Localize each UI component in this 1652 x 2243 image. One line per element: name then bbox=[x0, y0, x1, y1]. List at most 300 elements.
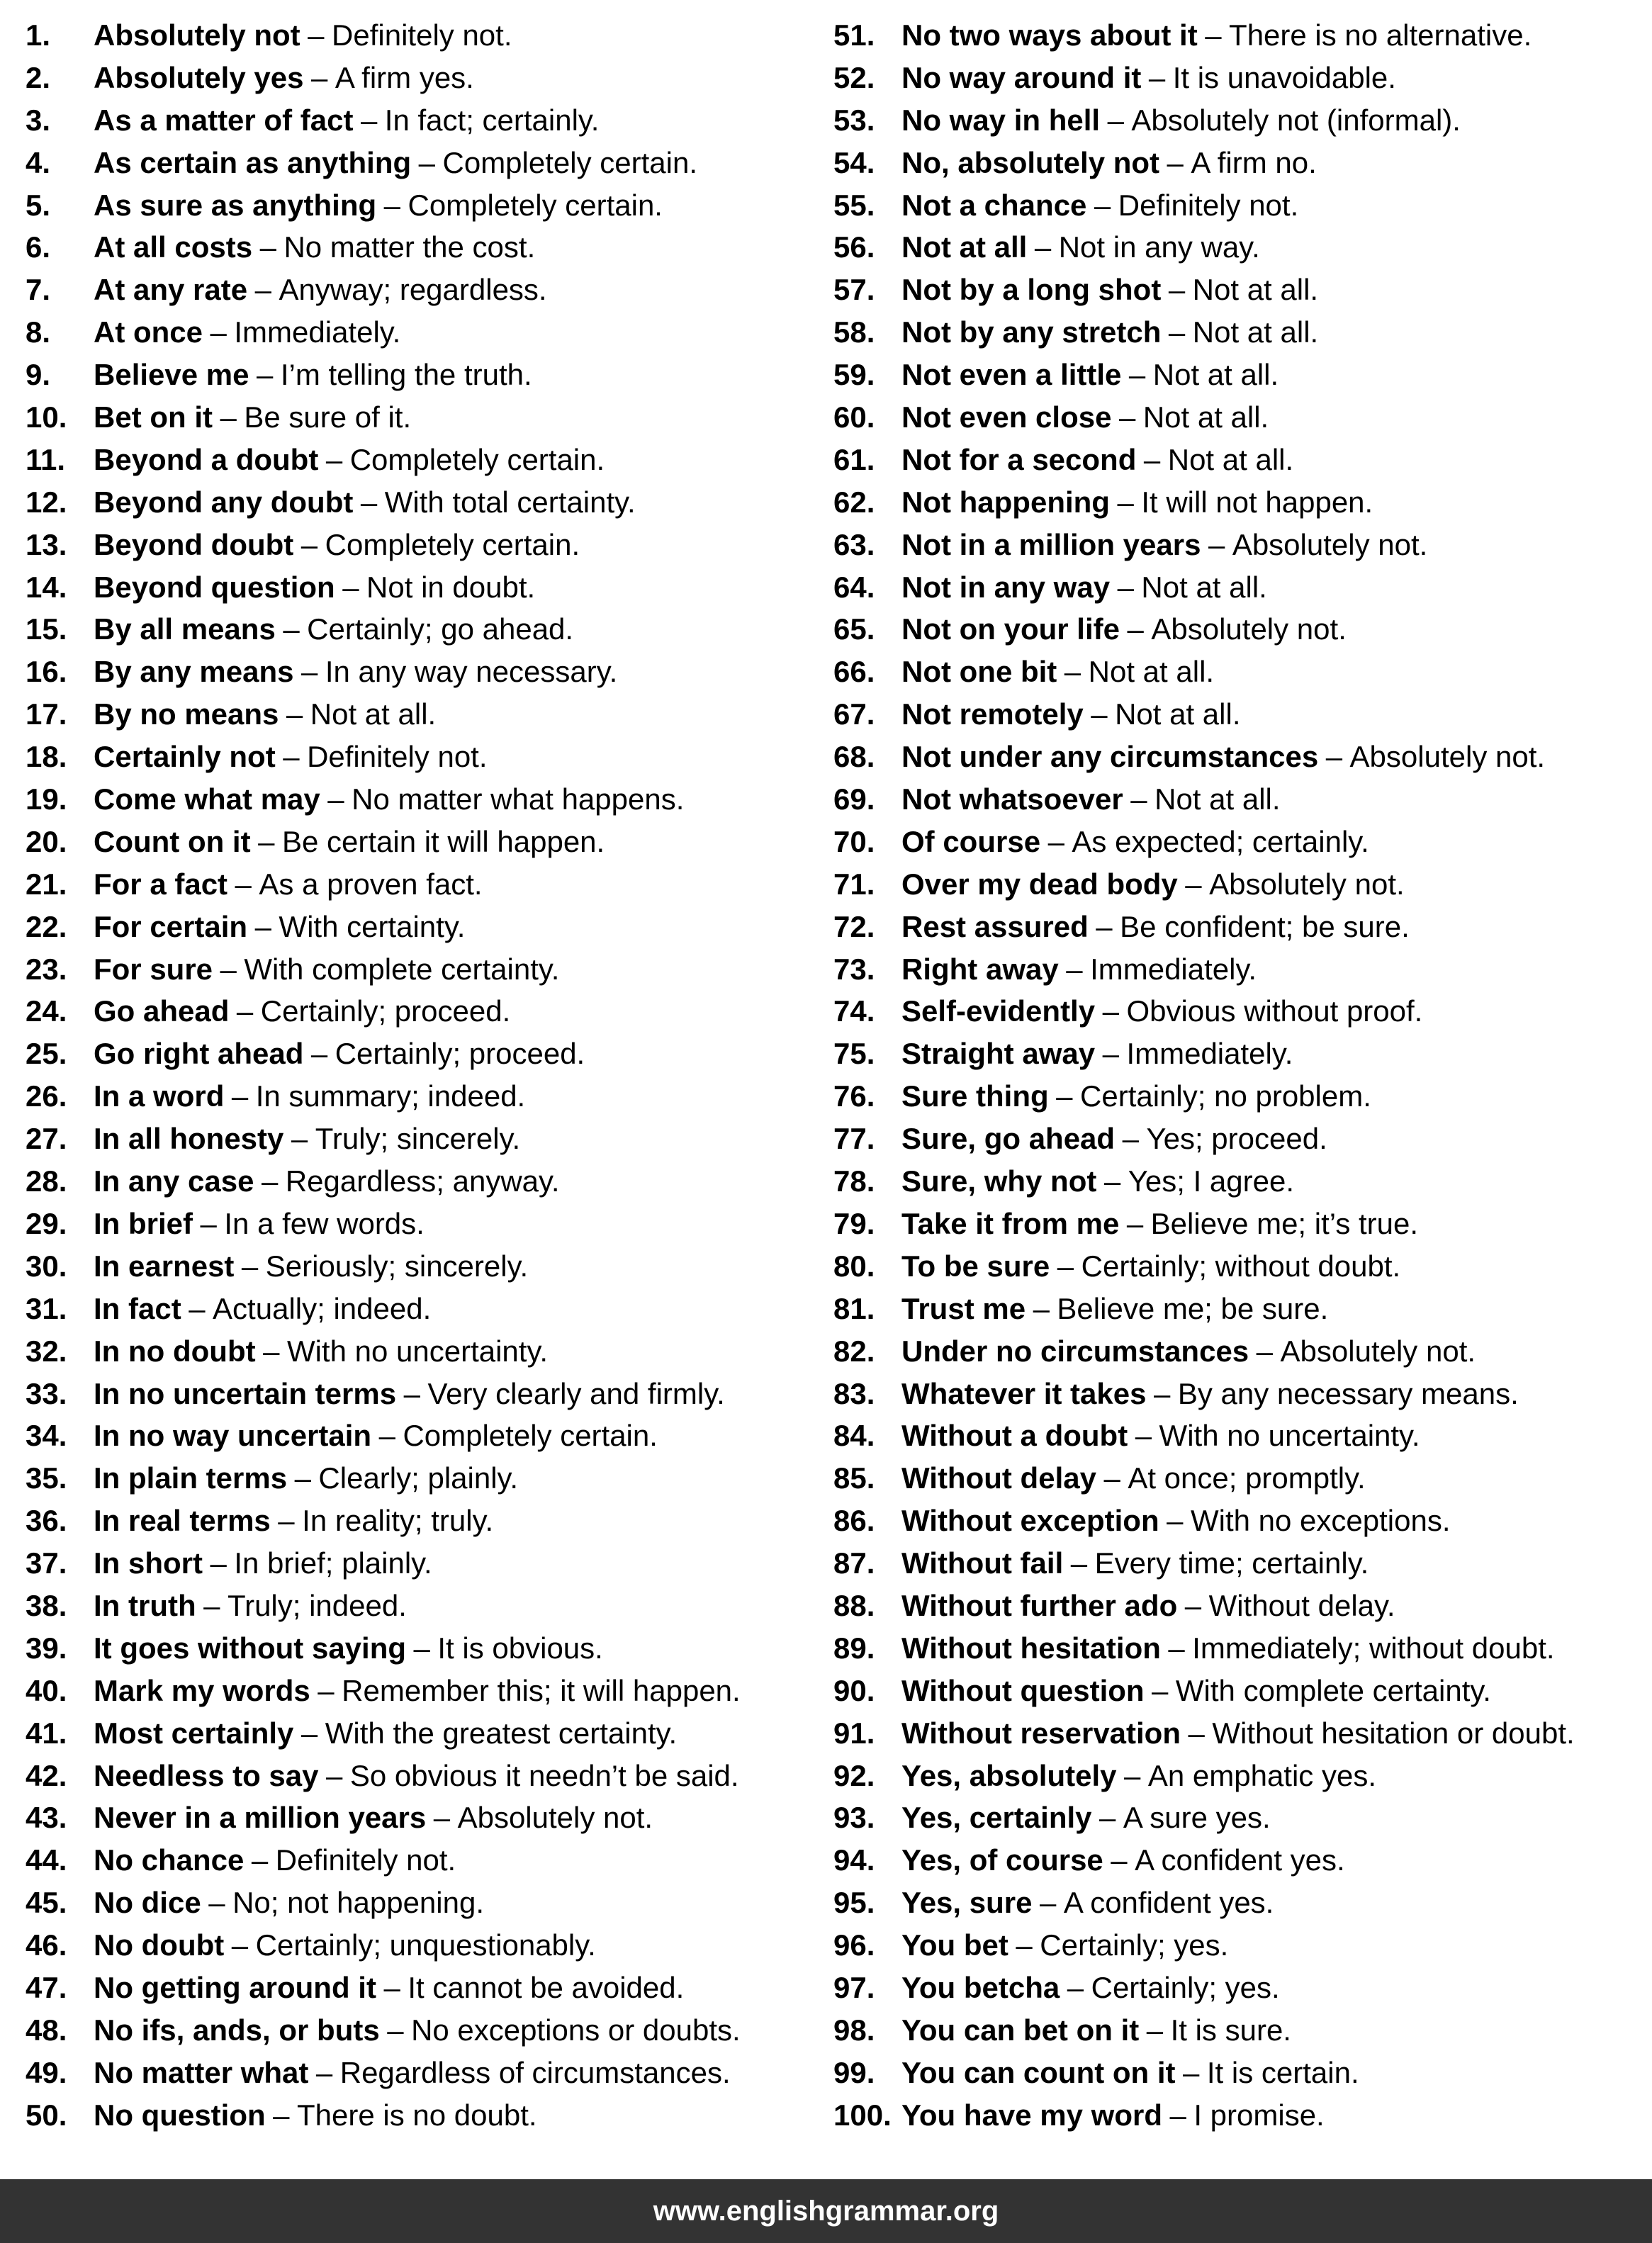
item-number: 74. bbox=[833, 994, 875, 1028]
item-term: For a fact bbox=[94, 867, 228, 901]
item-separator: – bbox=[256, 358, 274, 392]
item-term: No way around it bbox=[901, 60, 1142, 94]
item-term: You betcha bbox=[901, 1970, 1060, 2004]
item-separator: – bbox=[208, 1886, 225, 1920]
list-item bbox=[833, 1670, 1641, 1712]
item-term: No two ways about it bbox=[901, 18, 1198, 52]
item-number: 36. bbox=[26, 1504, 67, 1538]
list-item bbox=[833, 1839, 1641, 1882]
item-number: 48. bbox=[26, 2013, 67, 2047]
item-term: No way in hell bbox=[901, 103, 1101, 137]
item-number: 26. bbox=[26, 1079, 67, 1113]
list-item bbox=[833, 1245, 1641, 1288]
list-item bbox=[833, 481, 1641, 524]
item-number: 31. bbox=[26, 1291, 67, 1325]
item-number: 55. bbox=[833, 188, 875, 222]
item-term: Sure, why not bbox=[901, 1164, 1097, 1198]
item-term: Of course bbox=[901, 824, 1041, 858]
item-number: 29. bbox=[26, 1206, 67, 1240]
list-item bbox=[26, 948, 805, 991]
list-item bbox=[833, 1118, 1641, 1160]
item-term: Count on it bbox=[94, 824, 251, 858]
item-term: At once bbox=[94, 315, 203, 349]
item-separator: – bbox=[1185, 867, 1202, 901]
list-item bbox=[833, 1415, 1641, 1457]
list-item bbox=[833, 1500, 1641, 1542]
item-number: 100. bbox=[833, 2098, 892, 2132]
item-separator: – bbox=[1205, 18, 1222, 52]
item-number: 6. bbox=[26, 230, 51, 264]
item-separator: – bbox=[318, 1673, 335, 1707]
item-number: 32. bbox=[26, 1334, 67, 1368]
item-number: 63. bbox=[833, 527, 875, 561]
item-number: 52. bbox=[833, 60, 875, 94]
item-number: 95. bbox=[833, 1886, 875, 1920]
item-term: Bet on it bbox=[94, 400, 213, 434]
item-separator: – bbox=[1122, 1122, 1139, 1156]
item-term: At any rate bbox=[94, 273, 248, 307]
item-number: 53. bbox=[833, 103, 875, 137]
item-separator: – bbox=[378, 1419, 395, 1453]
list-item bbox=[26, 1839, 805, 1882]
item-definition: With complete certainty. bbox=[1175, 1673, 1491, 1707]
item-number: 96. bbox=[833, 1928, 875, 1962]
list-item bbox=[833, 1373, 1641, 1415]
item-definition: At once; promptly. bbox=[1128, 1461, 1366, 1495]
item-number: 91. bbox=[833, 1716, 875, 1750]
item-separator: – bbox=[383, 188, 400, 222]
item-definition: Be sure of it. bbox=[244, 400, 412, 434]
item-number: 77. bbox=[833, 1122, 875, 1156]
item-definition: Not at all. bbox=[310, 697, 437, 731]
item-number: 71. bbox=[833, 867, 875, 901]
item-number: 97. bbox=[833, 1970, 875, 2004]
item-term: For certain bbox=[94, 909, 248, 943]
list-item bbox=[833, 651, 1641, 693]
item-separator: – bbox=[308, 18, 325, 52]
list-item bbox=[833, 608, 1641, 651]
item-number: 19. bbox=[26, 782, 67, 816]
item-separator: – bbox=[1117, 485, 1134, 519]
item-separator: – bbox=[418, 145, 435, 179]
item-term: Without further ado bbox=[901, 1588, 1178, 1622]
item-term: In truth bbox=[94, 1588, 196, 1622]
item-definition: I’m telling the truth. bbox=[280, 358, 532, 392]
item-term: Sure thing bbox=[901, 1079, 1049, 1113]
item-number: 18. bbox=[26, 740, 67, 774]
item-number: 17. bbox=[26, 697, 67, 731]
item-number: 12. bbox=[26, 485, 67, 519]
item-definition: Completely certain. bbox=[408, 188, 663, 222]
item-number: 7. bbox=[26, 273, 51, 307]
item-separator: – bbox=[1256, 1334, 1274, 1368]
item-term: Absolutely yes bbox=[94, 60, 304, 94]
item-definition: Remember this; it will happen. bbox=[342, 1673, 741, 1707]
item-definition: Not at all. bbox=[1192, 273, 1319, 307]
item-definition: Regardless of circumstances. bbox=[339, 2055, 731, 2089]
list-item bbox=[833, 396, 1641, 439]
item-definition: In any way necessary. bbox=[325, 655, 618, 689]
item-separator: – bbox=[325, 442, 343, 476]
item-number: 76. bbox=[833, 1079, 875, 1113]
item-separator: – bbox=[286, 697, 303, 731]
list-item bbox=[833, 736, 1641, 778]
item-term: Not happening bbox=[901, 485, 1110, 519]
item-separator: – bbox=[210, 315, 227, 349]
item-number: 70. bbox=[833, 824, 875, 858]
item-definition: Not at all. bbox=[1115, 697, 1241, 731]
list-item bbox=[833, 311, 1641, 354]
item-separator: – bbox=[413, 1631, 430, 1665]
list-item bbox=[833, 948, 1641, 991]
item-definition: Without delay. bbox=[1208, 1588, 1395, 1622]
item-definition: It is obvious. bbox=[437, 1631, 603, 1665]
item-separator: – bbox=[342, 570, 359, 604]
item-separator: – bbox=[278, 1504, 295, 1538]
item-definition: It is sure. bbox=[1170, 2013, 1291, 2047]
item-definition: In brief; plainly. bbox=[234, 1546, 432, 1580]
item-term: In any case bbox=[94, 1164, 254, 1198]
item-number: 1. bbox=[26, 18, 51, 52]
item-definition: Immediately. bbox=[1090, 952, 1257, 986]
item-term: Go ahead bbox=[94, 994, 230, 1028]
item-number: 81. bbox=[833, 1291, 875, 1325]
item-term: In short bbox=[94, 1546, 203, 1580]
item-number: 85. bbox=[833, 1461, 875, 1495]
item-definition: Absolutely not. bbox=[1349, 740, 1546, 774]
item-number: 30. bbox=[26, 1249, 67, 1283]
item-definition: Not at all. bbox=[1152, 358, 1279, 392]
item-number: 75. bbox=[833, 1037, 875, 1071]
list-item bbox=[26, 396, 805, 439]
item-definition: With the greatest certainty. bbox=[325, 1716, 678, 1750]
list-item bbox=[833, 14, 1641, 57]
item-separator: – bbox=[1325, 740, 1343, 774]
list-item bbox=[833, 1457, 1641, 1500]
item-term: Needless to say bbox=[94, 1758, 319, 1792]
item-number: 80. bbox=[833, 1249, 875, 1283]
item-definition: Obvious without proof. bbox=[1126, 994, 1423, 1028]
item-definition: Yes; I agree. bbox=[1128, 1164, 1294, 1198]
item-separator: – bbox=[433, 1801, 451, 1835]
item-definition: Definitely not. bbox=[1118, 188, 1299, 222]
list-item bbox=[26, 693, 805, 736]
item-number: 59. bbox=[833, 358, 875, 392]
item-definition: Be confident; be sure. bbox=[1120, 909, 1410, 943]
item-term: In no doubt bbox=[94, 1334, 256, 1368]
item-separator: – bbox=[294, 1461, 311, 1495]
item-term: You can count on it bbox=[901, 2055, 1176, 2089]
footer-website[interactable]: www.englishgrammar.org bbox=[653, 2196, 999, 2227]
phrase-list-right-column bbox=[833, 14, 1641, 2137]
item-number: 24. bbox=[26, 994, 67, 1028]
list-item bbox=[26, 778, 805, 821]
item-definition: Be certain it will happen. bbox=[281, 824, 605, 858]
item-number: 23. bbox=[26, 952, 67, 986]
item-number: 89. bbox=[833, 1631, 875, 1665]
item-definition: Not at all. bbox=[1141, 570, 1267, 604]
item-definition: A firm yes. bbox=[335, 60, 474, 94]
item-number: 42. bbox=[26, 1758, 67, 1792]
item-definition: Certainly; no problem. bbox=[1080, 1079, 1371, 1113]
item-separator: – bbox=[1102, 1037, 1119, 1071]
item-separator: – bbox=[300, 1716, 318, 1750]
list-item bbox=[833, 1203, 1641, 1245]
item-separator: – bbox=[1099, 1801, 1116, 1835]
list-item bbox=[26, 1160, 805, 1203]
item-separator: – bbox=[1111, 1843, 1128, 1877]
item-number: 20. bbox=[26, 824, 67, 858]
item-definition: Actually; indeed. bbox=[213, 1291, 432, 1325]
item-separator: – bbox=[1016, 1928, 1033, 1962]
list-item bbox=[26, 481, 805, 524]
item-separator: – bbox=[1148, 60, 1166, 94]
item-definition: Absolutely not. bbox=[1209, 867, 1405, 901]
list-item bbox=[26, 1118, 805, 1160]
item-number: 87. bbox=[833, 1546, 875, 1580]
item-definition: Not at all. bbox=[1167, 442, 1294, 476]
item-term: In brief bbox=[94, 1206, 193, 1240]
item-number: 16. bbox=[26, 655, 67, 689]
list-item bbox=[26, 1288, 805, 1330]
item-term: Yes, certainly bbox=[901, 1801, 1092, 1835]
item-number: 49. bbox=[26, 2055, 67, 2089]
item-term: Without question bbox=[901, 1673, 1145, 1707]
item-term: Never in a million years bbox=[94, 1801, 427, 1835]
item-number: 58. bbox=[833, 315, 875, 349]
item-separator: – bbox=[326, 1758, 343, 1792]
list-item bbox=[26, 439, 805, 481]
item-term: Trust me bbox=[901, 1291, 1026, 1325]
list-item bbox=[833, 566, 1641, 609]
item-separator: – bbox=[1123, 1758, 1141, 1792]
item-term: Straight away bbox=[901, 1037, 1096, 1071]
item-term: Not whatsoever bbox=[901, 782, 1123, 816]
item-separator: – bbox=[236, 994, 254, 1028]
item-definition: Completely certain. bbox=[349, 442, 605, 476]
item-number: 11. bbox=[26, 442, 66, 476]
list-item bbox=[833, 1797, 1641, 1839]
list-item bbox=[26, 1924, 805, 1967]
item-term: To be sure bbox=[901, 1249, 1050, 1283]
list-item bbox=[26, 311, 805, 354]
item-number: 13. bbox=[26, 527, 67, 561]
list-item bbox=[26, 1882, 805, 1924]
item-term: Without reservation bbox=[901, 1716, 1181, 1750]
item-definition: Certainly; yes. bbox=[1040, 1928, 1229, 1962]
item-definition: In a few words. bbox=[224, 1206, 425, 1240]
item-separator: – bbox=[1208, 527, 1225, 561]
list-item bbox=[833, 354, 1641, 396]
item-definition: No matter what happens. bbox=[352, 782, 685, 816]
list-item bbox=[833, 2009, 1641, 2052]
list-item bbox=[833, 1755, 1641, 1797]
item-term: Certainly not bbox=[94, 740, 276, 774]
list-item bbox=[26, 2094, 805, 2137]
item-separator: – bbox=[189, 1291, 206, 1325]
footer-bar bbox=[0, 2179, 1652, 2243]
item-definition: Believe me; it’s true. bbox=[1150, 1206, 1419, 1240]
item-definition: Completely certain. bbox=[442, 145, 697, 179]
list-item bbox=[26, 14, 805, 57]
item-number: 90. bbox=[833, 1673, 875, 1707]
item-number: 33. bbox=[26, 1376, 67, 1410]
item-separator: – bbox=[310, 1037, 328, 1071]
item-number: 35. bbox=[26, 1461, 67, 1495]
item-separator: – bbox=[327, 782, 344, 816]
item-number: 2. bbox=[26, 60, 51, 94]
item-term: No ifs, ands, or buts bbox=[94, 2013, 380, 2047]
item-separator: – bbox=[1102, 994, 1119, 1028]
item-separator: – bbox=[1070, 1546, 1088, 1580]
item-number: 4. bbox=[26, 145, 51, 179]
item-number: 22. bbox=[26, 909, 67, 943]
item-separator: – bbox=[360, 103, 378, 137]
list-item bbox=[26, 1415, 805, 1457]
list-item bbox=[26, 1967, 805, 2009]
item-term: Under no circumstances bbox=[901, 1334, 1249, 1368]
item-definition: Immediately. bbox=[1126, 1037, 1293, 1071]
item-separator: – bbox=[1167, 1504, 1184, 1538]
item-term: In no uncertain terms bbox=[94, 1376, 397, 1410]
item-number: 99. bbox=[833, 2055, 875, 2089]
item-number: 93. bbox=[833, 1801, 875, 1835]
item-number: 9. bbox=[26, 358, 51, 392]
item-term: Yes, absolutely bbox=[901, 1758, 1117, 1792]
item-definition: Not at all. bbox=[1142, 400, 1269, 434]
item-term: No matter what bbox=[94, 2055, 309, 2089]
item-definition: Certainly; proceed. bbox=[335, 1037, 585, 1071]
item-term: No getting around it bbox=[94, 1970, 376, 2004]
item-definition: Certainly; unquestionably. bbox=[255, 1928, 596, 1962]
item-number: 50. bbox=[26, 2098, 67, 2132]
item-separator: – bbox=[1034, 230, 1052, 264]
item-term: Not under any circumstances bbox=[901, 740, 1319, 774]
item-definition: Truly; sincerely. bbox=[315, 1122, 521, 1156]
list-item bbox=[833, 1033, 1641, 1075]
item-separator: – bbox=[1135, 1419, 1152, 1453]
list-item bbox=[833, 1542, 1641, 1585]
item-definition: Truly; indeed. bbox=[227, 1588, 407, 1622]
item-definition: With no uncertainty. bbox=[1159, 1419, 1420, 1453]
item-definition: In reality; truly. bbox=[302, 1504, 494, 1538]
item-number: 21. bbox=[26, 867, 67, 901]
item-number: 28. bbox=[26, 1164, 67, 1198]
item-definition: There is no doubt. bbox=[297, 2098, 537, 2132]
item-number: 5. bbox=[26, 188, 51, 222]
item-number: 45. bbox=[26, 1886, 67, 1920]
list-item bbox=[833, 439, 1641, 481]
item-number: 56. bbox=[833, 230, 875, 264]
item-definition: As expected; certainly. bbox=[1072, 824, 1369, 858]
item-number: 73. bbox=[833, 952, 875, 986]
list-item bbox=[26, 524, 805, 566]
item-definition: By any necessary means. bbox=[1177, 1376, 1519, 1410]
item-term: No, absolutely not bbox=[901, 145, 1160, 179]
list-item bbox=[833, 57, 1641, 99]
item-term: Mark my words bbox=[94, 1673, 310, 1707]
list-item bbox=[26, 608, 805, 651]
item-separator: – bbox=[387, 2013, 404, 2047]
list-item bbox=[833, 2094, 1641, 2137]
list-item bbox=[26, 1670, 805, 1712]
list-item bbox=[26, 2009, 805, 2052]
item-separator: – bbox=[1107, 103, 1124, 137]
item-separator: – bbox=[1103, 1461, 1120, 1495]
item-separator: – bbox=[261, 1164, 279, 1198]
item-term: Self-evidently bbox=[901, 994, 1096, 1028]
item-number: 47. bbox=[26, 1970, 67, 2004]
list-item bbox=[26, 1585, 805, 1627]
list-item bbox=[833, 524, 1641, 566]
list-item bbox=[26, 1500, 805, 1542]
list-item bbox=[833, 269, 1641, 311]
item-definition: Believe me; be sure. bbox=[1057, 1291, 1329, 1325]
item-definition: An emphatic yes. bbox=[1147, 1758, 1377, 1792]
list-item bbox=[26, 1457, 805, 1500]
item-separator: – bbox=[1146, 2013, 1164, 2047]
item-definition: Absolutely not. bbox=[457, 1801, 653, 1835]
item-term: Not by any stretch bbox=[901, 315, 1162, 349]
list-item bbox=[26, 1797, 805, 1839]
item-term: In plain terms bbox=[94, 1461, 288, 1495]
item-separator: – bbox=[1091, 697, 1108, 731]
item-term: In real terms bbox=[94, 1504, 271, 1538]
item-definition: Definitely not. bbox=[307, 740, 488, 774]
item-definition: Seriously; sincerely. bbox=[265, 1249, 529, 1283]
item-number: 3. bbox=[26, 103, 51, 137]
item-separator: – bbox=[231, 1928, 249, 1962]
list-item bbox=[833, 863, 1641, 906]
item-term: As a matter of fact bbox=[94, 103, 354, 137]
list-item bbox=[833, 2052, 1641, 2094]
item-term: You can bet on it bbox=[901, 2013, 1140, 2047]
item-definition: Without hesitation or doubt. bbox=[1212, 1716, 1575, 1750]
item-term: At all costs bbox=[94, 230, 253, 264]
item-number: 34. bbox=[26, 1419, 67, 1453]
item-separator: – bbox=[210, 1546, 227, 1580]
item-separator: – bbox=[1039, 1886, 1057, 1920]
item-term: Whatever it takes bbox=[901, 1376, 1147, 1410]
item-separator: – bbox=[241, 1249, 259, 1283]
item-separator: – bbox=[403, 1376, 420, 1410]
item-term: Take it from me bbox=[901, 1206, 1120, 1240]
list-item bbox=[26, 226, 805, 269]
item-definition: Anyway; regardless. bbox=[279, 273, 547, 307]
item-term: In fact bbox=[94, 1291, 181, 1325]
item-definition: Regardless; anyway. bbox=[285, 1164, 560, 1198]
item-separator: – bbox=[1094, 188, 1111, 222]
item-separator: – bbox=[220, 400, 237, 434]
item-number: 60. bbox=[833, 400, 875, 434]
item-separator: – bbox=[1047, 824, 1064, 858]
item-term: By no means bbox=[94, 697, 279, 731]
item-number: 66. bbox=[833, 655, 875, 689]
item-separator: – bbox=[300, 527, 318, 561]
item-term: Beyond question bbox=[94, 570, 335, 604]
item-definition: It is unavoidable. bbox=[1172, 60, 1396, 94]
item-term: Beyond any doubt bbox=[94, 485, 354, 519]
item-definition: So obvious it needn’t be said. bbox=[349, 1758, 739, 1792]
list-item bbox=[833, 1712, 1641, 1755]
list-item bbox=[833, 99, 1641, 142]
item-number: 88. bbox=[833, 1588, 875, 1622]
item-term: In all honesty bbox=[94, 1122, 284, 1156]
item-definition: Certainly; without doubt. bbox=[1081, 1249, 1401, 1283]
item-number: 25. bbox=[26, 1037, 67, 1071]
item-term: Beyond a doubt bbox=[94, 442, 319, 476]
item-definition: Immediately. bbox=[234, 315, 401, 349]
